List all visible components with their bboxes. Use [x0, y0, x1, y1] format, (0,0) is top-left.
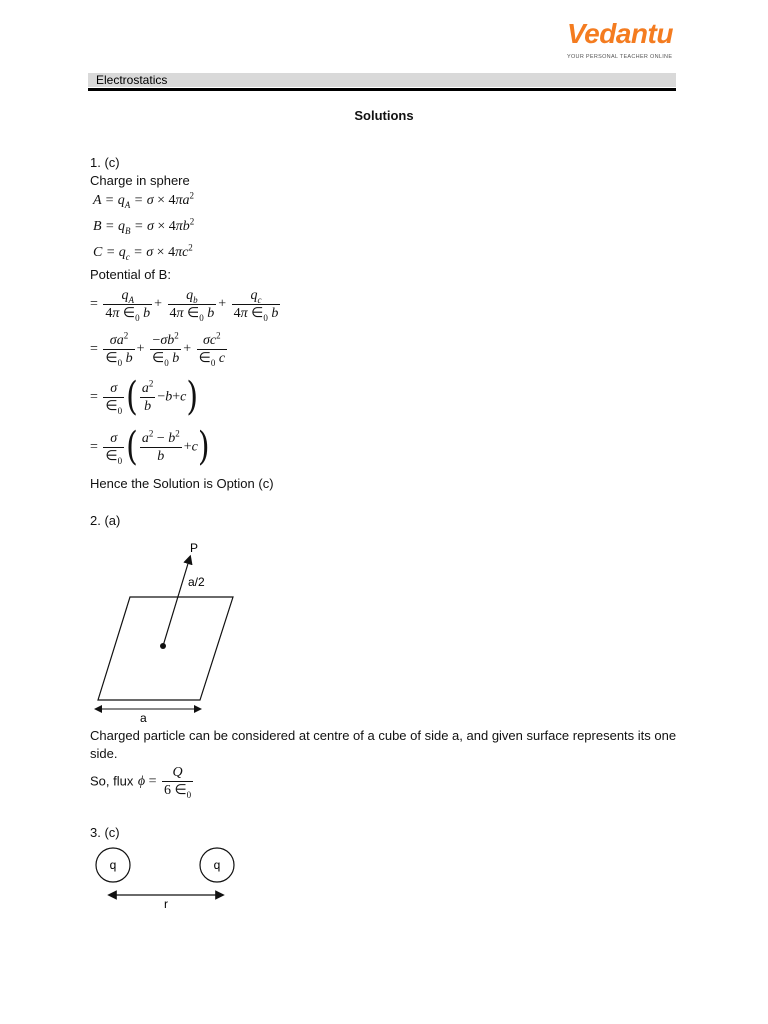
potential-step-2: = $\frac{\sigma a^2}{\in_0 b}$ + $\frac{-\sigma b^2}{\in_0 b}$ + $\frac{\sigma c^2}{\in_0 c}$ [90, 330, 226, 368]
flux-equation: So, flux ϕ = $\frac{Q}{6 \in_0}$ [90, 765, 192, 800]
point-p-label: P [190, 541, 199, 555]
equation-a: $A = q_A = \sigma \times 4\pi a^2$ [93, 190, 195, 210]
distance-arrow [163, 557, 190, 646]
separation-label: r [164, 897, 168, 911]
equation-c: $C = q_c = \sigma \times 4\pi c^2$ [93, 242, 193, 262]
potential-step-1: = $\frac{q_A}{4\pi \in_0 b}$ + $\frac{q_b}{4\pi \in_0 b}$ + $\frac{q_c}{4\pi \in_0 b}$ [90, 288, 279, 323]
q1-intro: Charge in sphere [90, 173, 190, 188]
charge-left-label: q [109, 858, 117, 872]
q2-heading: 2. (a) [90, 513, 121, 528]
flux-prefix: So, flux [90, 773, 134, 789]
vedantu-logo: Vedantu [567, 18, 673, 49]
q1-potential-label: Potential of B: [90, 267, 171, 282]
half-side-label: a/2 [188, 575, 205, 589]
q2-explanation-line2: side. [90, 746, 118, 761]
q3-heading: 3. (c) [90, 825, 120, 840]
topic-bar [88, 73, 676, 87]
topic-title: Electrostatics [96, 73, 168, 87]
charge-right-label: q [213, 858, 221, 872]
square-surface [98, 597, 233, 700]
q1-heading: 1. (c) [90, 155, 120, 170]
potential-step-3: = $\frac{\sigma}{\in_0}$ ( $\frac{a^2}{b}$ −b+c) [90, 374, 199, 420]
equation-b: $B = q_B = \sigma \times 4\pi b^2$ [93, 216, 195, 236]
surface-diagram [88, 535, 248, 725]
two-charges-diagram [90, 843, 250, 913]
logo-tagline: YOUR PERSONAL TEACHER ONLINE [567, 54, 673, 60]
potential-step-4: = $\frac{\sigma}{\in_0}$ ( $\frac{a^2 - b^2}{b}$ +c) [90, 424, 210, 470]
side-label: a [140, 711, 147, 725]
q1-conclusion: Hence the Solution is Option (c) [90, 476, 274, 491]
q2-explanation-line1: Charged particle can be considered at centre of a cube of side a, and given surface represents its one [90, 728, 677, 743]
header-rule [88, 88, 676, 91]
page-title: Solutions [354, 108, 414, 123]
